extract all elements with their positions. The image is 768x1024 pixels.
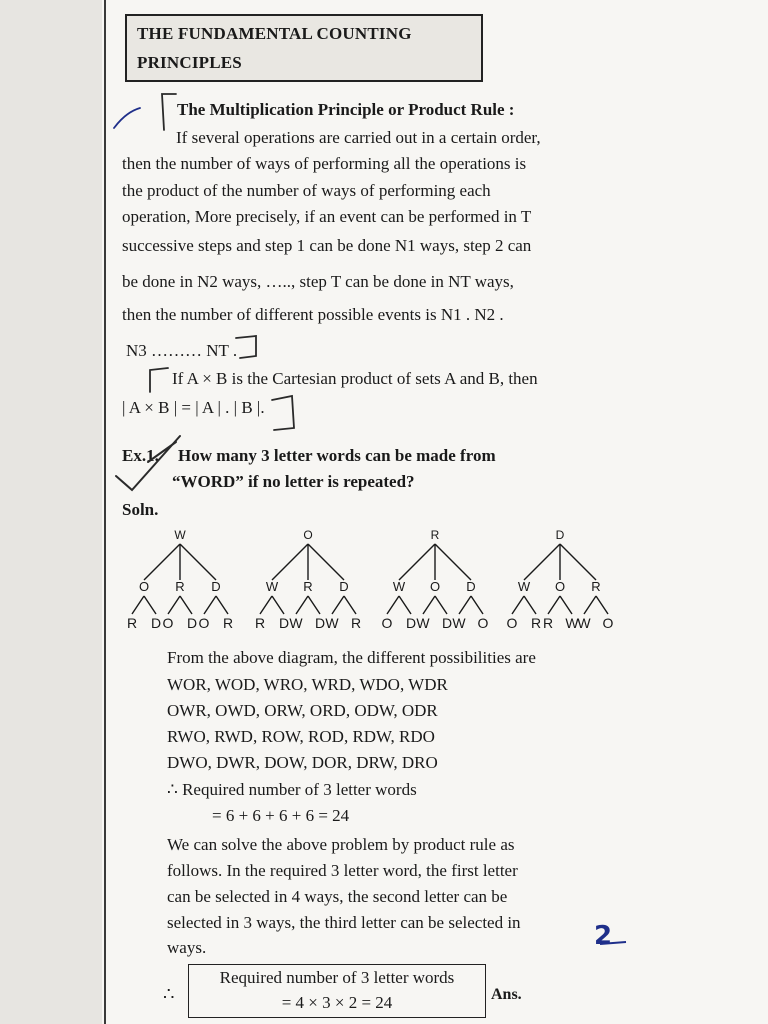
solution-line-11: selected in 3 ways, the third letter can be selected in xyxy=(167,913,521,932)
tree-leaf-branch xyxy=(423,596,435,614)
tree-leaf-label: O xyxy=(198,615,210,631)
para-line-10: | A × B | = | A | . | B |. xyxy=(122,398,265,417)
tree-leaf-label: O xyxy=(602,615,614,631)
tree-child-label: W xyxy=(517,579,531,594)
example-question-line-2: “WORD” if no letter is repeated? xyxy=(172,472,415,491)
solution-line-12: ways. xyxy=(167,938,207,957)
tree-leaf-label: D xyxy=(186,615,198,631)
tree-leaf-branch xyxy=(387,596,399,614)
title-box xyxy=(125,14,483,82)
para-line-5: successive steps and step 1 can be done N1 ways, step 2 can xyxy=(122,236,532,255)
tree-child-label: R xyxy=(303,579,313,594)
margin-line xyxy=(104,0,106,1024)
solution-line-5: DWO, DWR, DOW, DOR, DRW, DRO xyxy=(167,753,438,772)
para-line-3: the product of the number of ways of performing each xyxy=(122,181,491,200)
tree-leaf-branch xyxy=(435,596,447,614)
tree-leaf-label: O xyxy=(162,615,174,631)
tree-leaf-branch xyxy=(584,596,596,614)
tree-leaf-branch xyxy=(132,596,144,614)
tree-leaf-label: R xyxy=(126,615,138,631)
tree-leaf-branch xyxy=(459,596,471,614)
tree-leaf-label: R xyxy=(530,615,542,631)
tree-leaf-branch xyxy=(524,596,536,614)
soln-label: Soln. xyxy=(122,500,159,519)
tree-leaf-branch xyxy=(471,596,483,614)
tree-child-label: D xyxy=(466,579,476,594)
tree-leaf-label: D xyxy=(441,615,453,631)
tree-branch xyxy=(399,544,435,580)
therefore-symbol: ∴ xyxy=(163,984,175,1004)
tree-leaf-label: W xyxy=(289,615,303,631)
tree-branch xyxy=(308,544,344,580)
solution-line-6: ∴ Required number of 3 letter words xyxy=(167,780,417,799)
title-line-1: THE FUNDAMENTAL COUNTING xyxy=(137,24,412,43)
tree-leaf-branch xyxy=(308,596,320,614)
tree-branch xyxy=(144,544,180,580)
tree-leaf-label: O xyxy=(506,615,518,631)
tree-branch xyxy=(435,544,471,580)
tree-child-label: R xyxy=(175,579,185,594)
solution-line-2: WOR, WOD, WRO, WRD, WDO, WDR xyxy=(167,675,448,694)
tree-leaf-branch xyxy=(332,596,344,614)
title-line-2: PRINCIPLES xyxy=(137,53,242,72)
para-line-7: then the number of different possible events is N1 . N2 . xyxy=(122,305,504,324)
para-line-2: then the number of ways of performing all the operations is xyxy=(122,154,527,173)
tree-leaf-label: D xyxy=(405,615,417,631)
tree-root-label: O xyxy=(303,528,313,542)
tree-leaf-label: R xyxy=(350,615,362,631)
tree-leaf-branch xyxy=(168,596,180,614)
tree-branch xyxy=(180,544,216,580)
tree-child-label: W xyxy=(265,579,279,594)
tree-leaf-branch xyxy=(548,596,560,614)
tree-child-label: O xyxy=(554,579,566,594)
tree-leaf-label: D xyxy=(278,615,290,631)
tree-leaf-label: W xyxy=(416,615,430,631)
para-line-4: operation, More precisely, if an event can be performed in T xyxy=(122,207,532,226)
tree-leaf-label: O xyxy=(381,615,393,631)
tree-leaf-label: W xyxy=(565,615,579,631)
tree-leaf-branch xyxy=(180,596,192,614)
tree-branch xyxy=(524,544,560,580)
tree-leaf-label: W xyxy=(325,615,339,631)
tree-leaf-branch xyxy=(216,596,228,614)
answer-line-2: = 4 × 3 × 2 = 24 xyxy=(281,993,393,1012)
tree-leaf-branch xyxy=(204,596,216,614)
tree-root-label: D xyxy=(555,528,565,542)
tree-leaf-branch xyxy=(512,596,524,614)
example-question-line-1: How many 3 letter words can be made from xyxy=(178,446,496,465)
solution-line-8: We can solve the above problem by product rule as xyxy=(167,835,515,854)
tree-child-label: D xyxy=(211,579,221,594)
tree-leaf-label: R xyxy=(222,615,234,631)
solution-line-9: follows. In the required 3 letter word, the first letter xyxy=(167,861,518,880)
tree-root-label: W xyxy=(174,528,186,542)
tree-branch xyxy=(560,544,596,580)
section-heading: The Multiplication Principle or Product Rule : xyxy=(177,100,515,119)
solution-line-4: RWO, RWD, ROW, ROD, RDW, RDO xyxy=(167,727,435,746)
ans-label: Ans. xyxy=(491,986,522,1003)
tree-leaf-branch xyxy=(596,596,608,614)
tree-child-label: W xyxy=(392,579,406,594)
tree-leaf-label: O xyxy=(477,615,489,631)
tree-root-label: R xyxy=(430,528,440,542)
tree-child-label: R xyxy=(591,579,601,594)
tree-leaf-label: W xyxy=(452,615,466,631)
para-line-8: N3 ……… NT . xyxy=(126,341,238,360)
tree-leaf-branch xyxy=(399,596,411,614)
tree-child-label: D xyxy=(339,579,349,594)
answer-line-1: Required number of 3 letter words xyxy=(219,968,455,987)
tree-leaf-label: W xyxy=(577,615,591,631)
tree-diagram xyxy=(108,520,628,635)
tree-leaf-label: R xyxy=(254,615,266,631)
tree-leaf-branch xyxy=(296,596,308,614)
tree-branch xyxy=(272,544,308,580)
solution-line-10: can be selected in 4 ways, the second letter can be xyxy=(167,887,508,906)
tree-leaf-label: R xyxy=(542,615,554,631)
para-line-6: be done in N2 ways, ….., step T can be done in NT ways, xyxy=(122,272,514,291)
tree-leaf-label: D xyxy=(314,615,326,631)
tree-leaf-branch xyxy=(272,596,284,614)
answer-box xyxy=(188,964,486,1018)
tree-child-label: O xyxy=(429,579,441,594)
tree-leaf-branch xyxy=(260,596,272,614)
solution-line-1: From the above diagram, the different possibilities are xyxy=(167,648,536,667)
example-label: Ex.1. xyxy=(122,446,159,465)
tree-leaf-label: D xyxy=(150,615,162,631)
tree-leaf-branch xyxy=(144,596,156,614)
para-line-1: If several operations are carried out in a certain order, xyxy=(176,128,541,147)
tree-leaf-branch xyxy=(344,596,356,614)
solution-line-3: OWR, OWD, ORW, ORD, ODW, ODR xyxy=(167,701,438,720)
para-line-9: If A × B is the Cartesian product of sets A and B, then xyxy=(172,369,538,388)
solution-line-7: = 6 + 6 + 6 + 6 = 24 xyxy=(212,806,350,825)
handwritten-number: 2 xyxy=(594,921,613,951)
tree-leaf-branch xyxy=(560,596,572,614)
tree-child-label: O xyxy=(138,579,150,594)
